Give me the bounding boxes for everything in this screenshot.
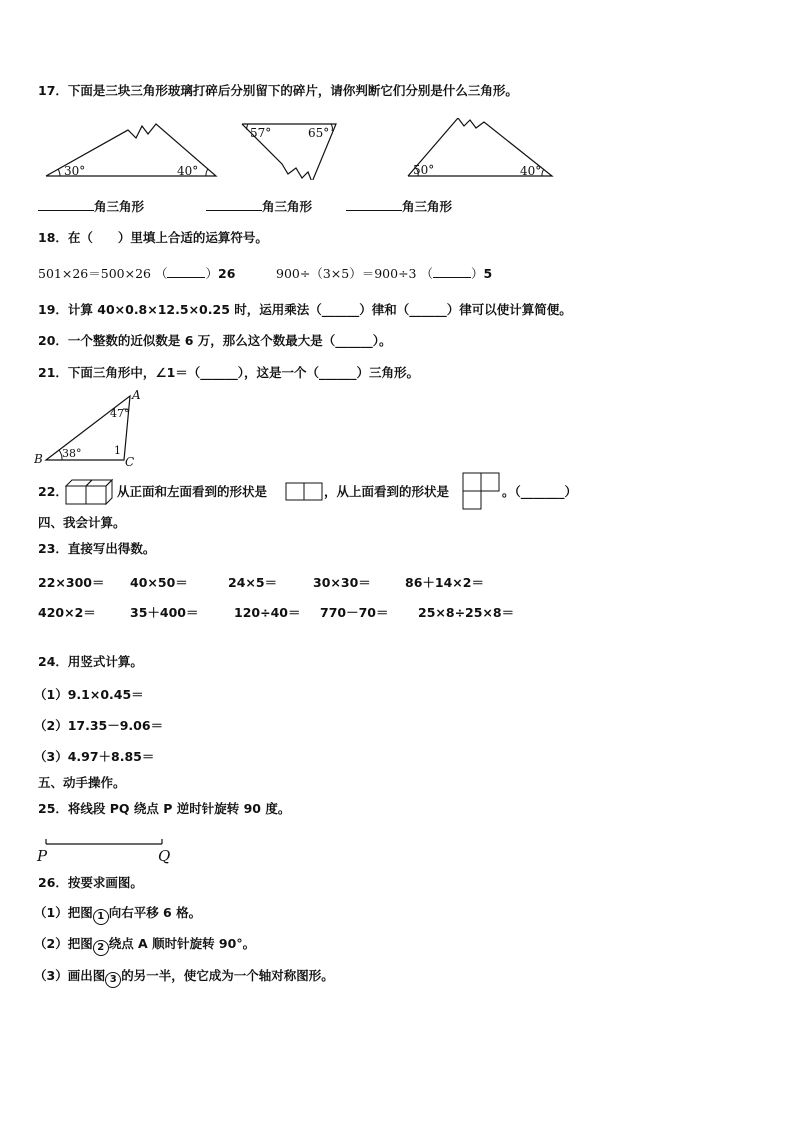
question-26-item-3: （3）画出图 3 的另一半，使它成为一个轴对称图形。 <box>34 968 334 988</box>
calc-item: 22×300＝ <box>38 575 105 590</box>
question-22-top-text: ，从上面看到的形状是 <box>324 484 450 499</box>
shard-1-right-arc <box>206 169 208 176</box>
question-22-front-left-text: 从正面和左面看到的形状是 <box>117 484 268 499</box>
question-24-item-2: （2）17.35－9.06＝ <box>34 718 164 733</box>
point-p: P <box>37 847 48 865</box>
figure-2-label: 2 <box>93 940 109 956</box>
question-23-text: 23．直接写出得数。 <box>38 541 156 556</box>
question-20-text: 20．一个整数的近似数是 6 万，那么这个数最大是（______）。 <box>38 333 392 348</box>
vertex-a: A <box>132 388 141 402</box>
question-17-answer-2: 角三角形 <box>206 198 312 215</box>
answer-blank[interactable] <box>346 198 402 211</box>
question-24-item-1: （1）9.1×0.45＝ <box>34 687 144 702</box>
question-17-text: 17．下面是三块三角形玻璃打碎后分别留下的碎片，请你判断它们分别是什么三角形。 <box>38 83 518 98</box>
angle-a-label: 47° <box>110 407 130 420</box>
calc-item: 35＋400＝ <box>130 605 199 620</box>
top-view-shape <box>462 472 502 510</box>
question-25-text: 25．将线段 PQ 绕点 P 逆时针旋转 90 度。 <box>38 801 291 816</box>
question-18-expr-2: 900÷（3×5）＝900÷3 （ ）5 <box>276 266 493 281</box>
calc-item: 120÷40＝ <box>234 605 301 620</box>
answer-blank[interactable] <box>167 265 205 278</box>
angle-b-label: 38° <box>62 447 82 460</box>
figure-1-label: 1 <box>93 909 109 925</box>
shard-2-right-angle: 65° <box>308 126 330 140</box>
question-24-item-3: （3）4.97＋8.85＝ <box>34 749 155 764</box>
section-5-heading: 五、动手操作。 <box>38 775 126 790</box>
figure-3-label: 3 <box>105 972 121 988</box>
front-view-shape <box>285 482 323 502</box>
answer-blank[interactable] <box>433 265 471 278</box>
question-17-answer-3: 角三角形 <box>346 198 452 215</box>
question-26-item-2: （2）把图 2 绕点 A 顺时针旋转 90°。 <box>34 936 255 956</box>
question-17-answer-1: 角三角形 <box>38 198 144 215</box>
shard-3-right-angle: 40° <box>520 164 542 178</box>
calc-item: 24×5＝ <box>228 575 278 590</box>
calc-item: 420×2＝ <box>38 605 96 620</box>
segment-pq-figure <box>36 834 180 866</box>
question-19-text: 19．计算 40×0.8×12.5×0.25 时，运用乘法（______）律和（______）律可以使计算简便。 <box>38 302 572 317</box>
shard-3-left-angle: 50° <box>413 163 435 177</box>
calc-item: 25×8÷25×8＝ <box>418 605 515 620</box>
shard-2-right-arc <box>331 124 332 131</box>
shard-3-right-arc <box>542 169 544 176</box>
question-24-text: 24．用竖式计算。 <box>38 654 143 669</box>
calc-item: 86＋14×2＝ <box>405 575 484 590</box>
answer-blank[interactable] <box>206 198 262 211</box>
question-18-expr-1: 501×26＝500×26 （ ）26 <box>38 266 236 281</box>
question-21-text: 21．下面三角形中，∠1＝（______），这是一个（______）三角形。 <box>38 365 420 380</box>
shard-2-left-angle: 57° <box>250 126 272 140</box>
vertex-b: B <box>34 452 43 466</box>
question-22-number: 22． <box>38 484 68 499</box>
question-26-text: 26．按要求画图。 <box>38 875 143 890</box>
question-18-text: 18．在（ ）里填上合适的运算符号。 <box>38 230 268 245</box>
question-26-item-1: （1）把图 1 向右平移 6 格。 <box>34 905 201 925</box>
calc-item: 40×50＝ <box>130 575 188 590</box>
angle-1-label: 1 <box>114 444 121 457</box>
calc-item: 30×30＝ <box>313 575 371 590</box>
calc-item: 770－70＝ <box>320 605 389 620</box>
section-4-heading: 四、我会计算。 <box>38 515 126 530</box>
shard-1-left-arc <box>58 169 60 176</box>
triangle-abc-figure <box>34 388 146 468</box>
answer-blank[interactable] <box>38 198 94 211</box>
point-q: Q <box>158 847 171 865</box>
cube-stack-figure <box>64 476 116 506</box>
question-22-answer[interactable]: 。（_______） <box>502 484 578 499</box>
triangle-shards-figure <box>40 118 560 180</box>
shard-1-right-angle: 40° <box>177 164 199 178</box>
shard-1-left-angle: 30° <box>64 164 86 178</box>
vertex-c: C <box>125 455 135 468</box>
